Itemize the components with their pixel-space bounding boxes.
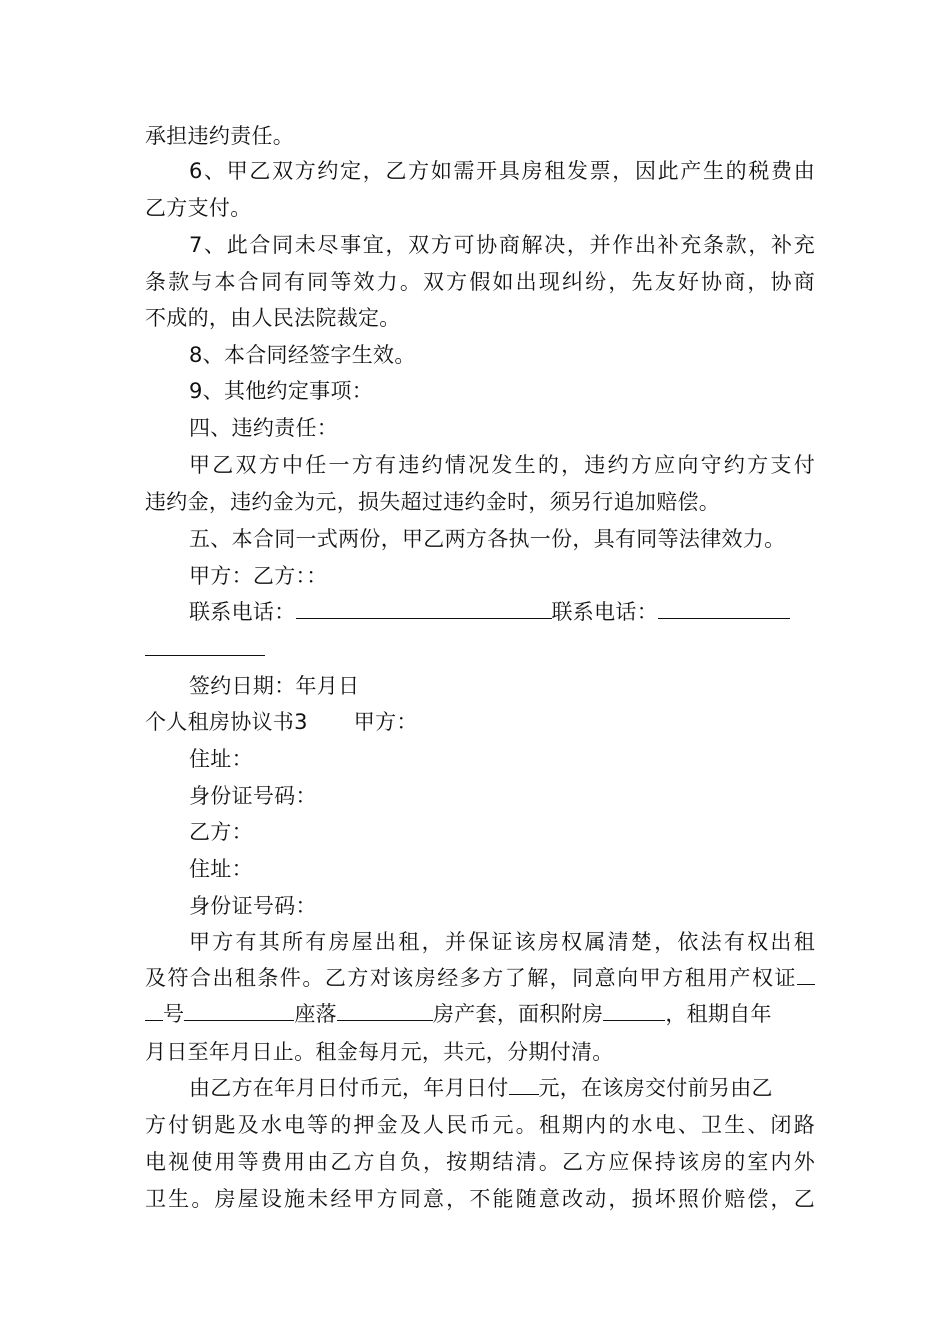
party-b-label: 乙方： bbox=[189, 820, 253, 844]
paragraph-line: 6、甲乙双方约定，乙方如需开具房租发票，因此产生的税费由 bbox=[189, 159, 815, 183]
agreement-title: 个人租房协议书3 bbox=[145, 710, 308, 734]
paragraph-line: 不成的，由人民法院裁定。 bbox=[145, 306, 401, 330]
paragraph-line: 及符合出租条件。乙方对该房经多方了解，同意向甲方租用产权证 bbox=[145, 960, 815, 996]
party-a-label: 甲方： bbox=[353, 710, 418, 734]
paragraph-line: 承担违约责任。 bbox=[145, 124, 295, 148]
party-b-id-number: 身份证号码： bbox=[189, 894, 317, 918]
paragraph-line: 月日至年月日止。租金每月元，共元，分期付清。 bbox=[145, 1040, 614, 1064]
phone-label-b: 联系电话： bbox=[551, 600, 658, 624]
party-a-address: 住址： bbox=[189, 747, 253, 771]
phone-label-a: 联系电话： bbox=[189, 600, 296, 624]
paragraph-line: 卫生。房屋设施未经甲方同意，不能随意改动，损坏照价赔偿，乙 bbox=[145, 1187, 815, 1211]
certificate-blank-start bbox=[797, 962, 815, 985]
phone-blank-b bbox=[658, 596, 790, 619]
payment-blank bbox=[509, 1072, 539, 1095]
property-details-line: 号 座落 房产套，面积附房 ，租期自年 bbox=[145, 996, 815, 1032]
payment-line: 由乙方在年月日付币元，年月日付 元，在该房交付前另由乙 bbox=[189, 1070, 859, 1106]
paragraph-line: 8、本合同经签字生效。 bbox=[189, 343, 416, 367]
area-blank bbox=[603, 998, 665, 1021]
section-heading: 四、违约责任： bbox=[189, 416, 339, 440]
paragraph-line: 9、其他约定事项： bbox=[189, 379, 374, 403]
paragraph-line: 乙方支付。 bbox=[145, 196, 252, 220]
location-blank bbox=[184, 998, 294, 1021]
phone-line bbox=[189, 594, 859, 630]
paragraph-line: 电视使用等费用由乙方自负，按期结清。乙方应保持该房的室内外 bbox=[145, 1150, 815, 1174]
certificate-number-blank bbox=[145, 998, 163, 1021]
party-a-id-number: 身份证号码： bbox=[189, 784, 317, 808]
agreement-title-line bbox=[145, 704, 815, 740]
phone-line-continued bbox=[145, 631, 815, 667]
phone-blank-a bbox=[296, 596, 552, 619]
signature-parties-line: 甲方：乙方：： bbox=[189, 564, 328, 588]
paragraph-line: 五、本合同一式两份，甲乙两方各执一份，具有同等法律效力。 bbox=[189, 527, 786, 551]
paragraph-line: 条款与本合同有同等效力。双方假如出现纠纷，先友好协商，协商 bbox=[145, 270, 815, 294]
party-b-address: 住址： bbox=[189, 857, 253, 881]
paragraph-line: 7、此合同未尽事宜，双方可协商解决，并作出补充条款，补充 bbox=[189, 233, 815, 257]
paragraph-line: 甲乙双方中任一方有违约情况发生的，违约方应向守约方支付 bbox=[189, 453, 815, 477]
paragraph-line: 违约金，违约金为元，损失超过违约金时，须另行追加赔偿。 bbox=[145, 490, 721, 514]
paragraph-line: 方付钥匙及水电等的押金及人民币元。租期内的水电、卫生、闭路 bbox=[145, 1113, 815, 1137]
sign-date-line: 签约日期：年月日 bbox=[189, 674, 360, 698]
property-blank bbox=[337, 998, 433, 1021]
phone-blank-b-continued bbox=[145, 633, 265, 656]
paragraph-line: 甲方有其所有房屋出租，并保证该房权属清楚，依法有权出租 bbox=[189, 930, 815, 954]
